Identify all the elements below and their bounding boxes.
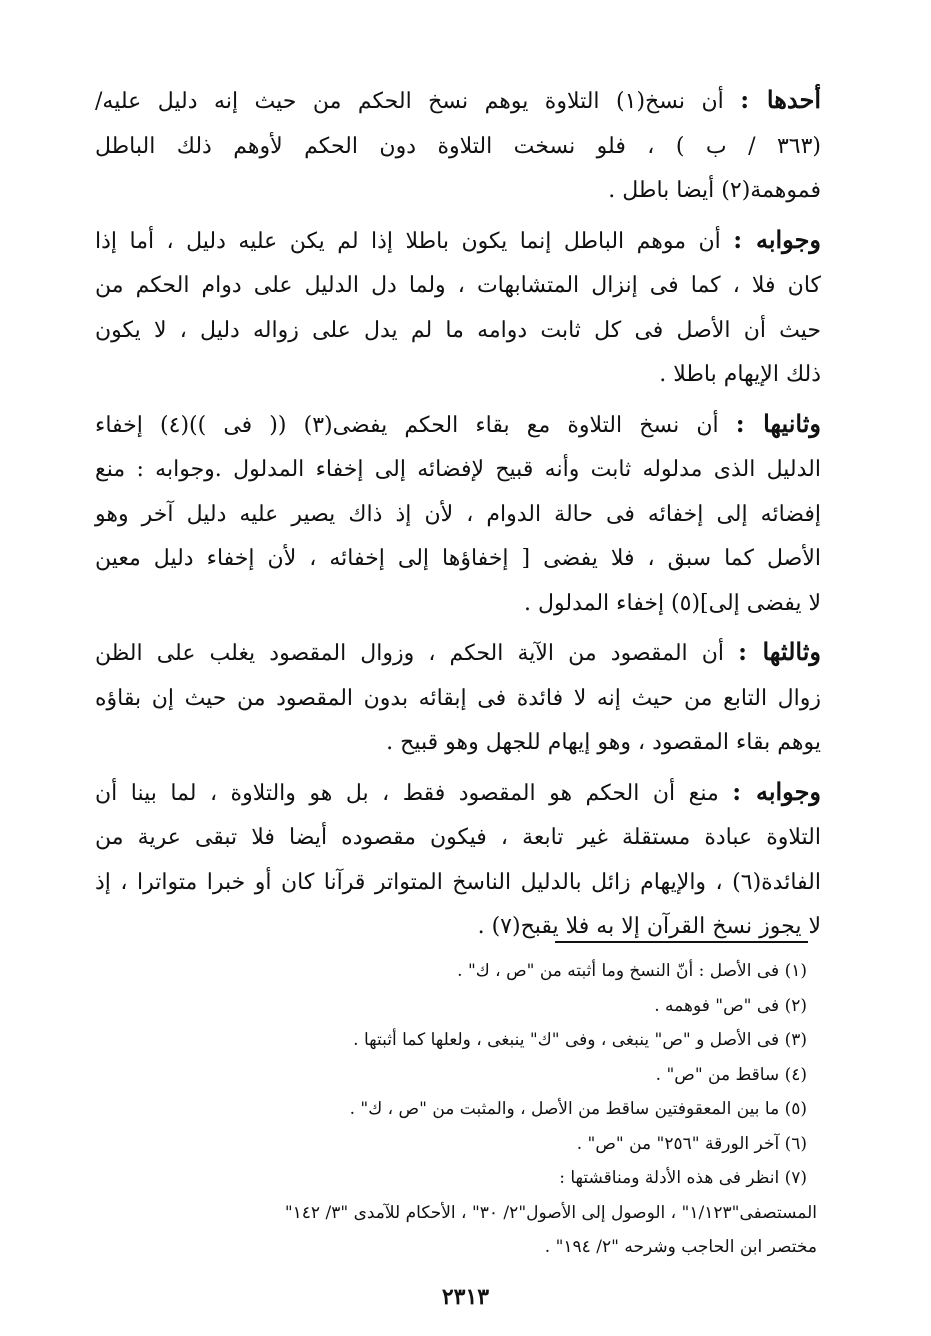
- text-line: كان فلا ، كما فى إنزال المتشابهات ، ولما دل الدليل على دوام الحكم من: [95, 273, 821, 298]
- text-line: يوهم بقاء المقصود ، وهو إيهام للجهل وهو قبيح .: [386, 730, 821, 755]
- text-line: لا يفضى إلى](٥) إخفاء المدلول .: [524, 590, 821, 616]
- text-line: أن نسخ(١) التلاوة يوهم نسخ الحكم من حيث إنه دليل عليه/: [95, 89, 724, 114]
- paragraph-third-objection: [95, 630, 821, 766]
- text-line: أن موهم الباطل إنما يكون باطلا إذا لم يكن عليه دليل ، أما إذا: [95, 228, 721, 254]
- text-line: إفضائه إلى إخفائه فى حالة الدوام ، لأن إذ ذاك يصير عليه دليل آخر وهو: [95, 501, 821, 527]
- text-line: منع أن الحكم هو المقصود فقط ، بل هو والتلاوة ، لما بينا أن: [95, 780, 719, 806]
- footnotes: [95, 954, 817, 1265]
- paragraph-first-objection: [95, 78, 821, 214]
- text-line: ذلك الإيهام باطلا .: [659, 362, 821, 387]
- text-line: زوال التابع من حيث إنه لا فائدة فى إبقائه بدون المقصود من حيث إن بقاؤه: [95, 685, 821, 711]
- footnote-7-continuation: مختصر ابن الحاجب وشرحه "٢/ ١٩٤" .: [544, 1237, 817, 1257]
- text-line: أن نسخ التلاوة مع بقاء الحكم يفضى(٣) (( فى ))(٤) إخفاء: [95, 412, 719, 438]
- text-line: لا يجوز نسخ القرآن إلا به فلا يقبح(٧) .: [477, 914, 821, 939]
- text-line: الدليل الذى مدلوله ثابت وأنه قبيح لإفضائه إلى إخفاء المدلول .وجوابه : منع: [95, 457, 821, 482]
- paragraph-lead: أحدها :: [740, 85, 821, 114]
- footnote-3: (٣) فى الأصل و "ص" ينبغى ، وفى "ك" ينبغى ، ولعلها كما أثبتها .: [353, 1030, 807, 1050]
- text-line: فموهمة(٢) أيضا باطل .: [608, 178, 821, 203]
- paragraph-first-answer: [95, 218, 821, 398]
- footnote-6: (٦) آخر الورقة "٢٥٦" من "ص" .: [576, 1133, 807, 1154]
- paragraph-lead: وجوابه :: [733, 224, 821, 254]
- footnote-5: (٥) ما بين المعقوفتين ساقط من الأصل ، والمثبت من "ص ، ك" .: [349, 1099, 807, 1119]
- text-line: حيث أن الأصل فى كل ثابت دوامه ما لم يدل على زواله دليل ، لا يكون: [95, 317, 821, 343]
- main-text: [95, 78, 821, 954]
- footnote-2: (٢) فى "ص" فوهمه .: [654, 995, 807, 1016]
- text-line: (٣٦٣ / ب ) ، فلو نسخت التلاوة دون الحكم لأوهم ذلك الباطل: [95, 133, 821, 159]
- text-line: الفائدة(٦) ، والإيهام زائل بالدليل الناسخ المتواتر قرآنا كان أو خبرا متواترا ، إذ: [95, 869, 821, 895]
- paragraph-lead: وثانيها :: [735, 408, 821, 438]
- footnote-7-continuation: المستصفى"١/١٢٣" ، الوصول إلى الأصول"٢/ ٣٠" ، الأحكام للآمدى "٣/ ١٤٢": [284, 1202, 817, 1223]
- paragraph-third-answer: [95, 770, 821, 950]
- footnote-4: (٤) ساقط من "ص" .: [655, 1064, 807, 1085]
- paragraph-second-objection: [95, 402, 821, 627]
- paragraph-lead: وثالثها :: [738, 637, 821, 666]
- footnote-1: (١) فى الأصل : أنّ النسخ وما أثبته من "ص ، ك" .: [457, 961, 807, 981]
- text-line: أن المقصود من الآية الحكم ، وزوال المقصود يغلب على الظن: [95, 641, 725, 666]
- footnote-divider: [555, 941, 808, 943]
- page-number: ٢٣١٣: [441, 1284, 490, 1310]
- text-line: التلاوة عبادة مستقلة غير تابعة ، فيكون مقصوده أيضا فلا تبقى عرية من: [95, 825, 821, 850]
- text-line: الأصل كما سبق ، فلا يفضى [ إخفاؤها إلى إخفائه ، لأن إخفاء دليل معين: [95, 546, 821, 571]
- paragraph-lead: وجوابه :: [732, 776, 821, 806]
- footnote-7: (٧) انظر فى هذه الأدلة ومناقشتها :: [559, 1168, 807, 1188]
